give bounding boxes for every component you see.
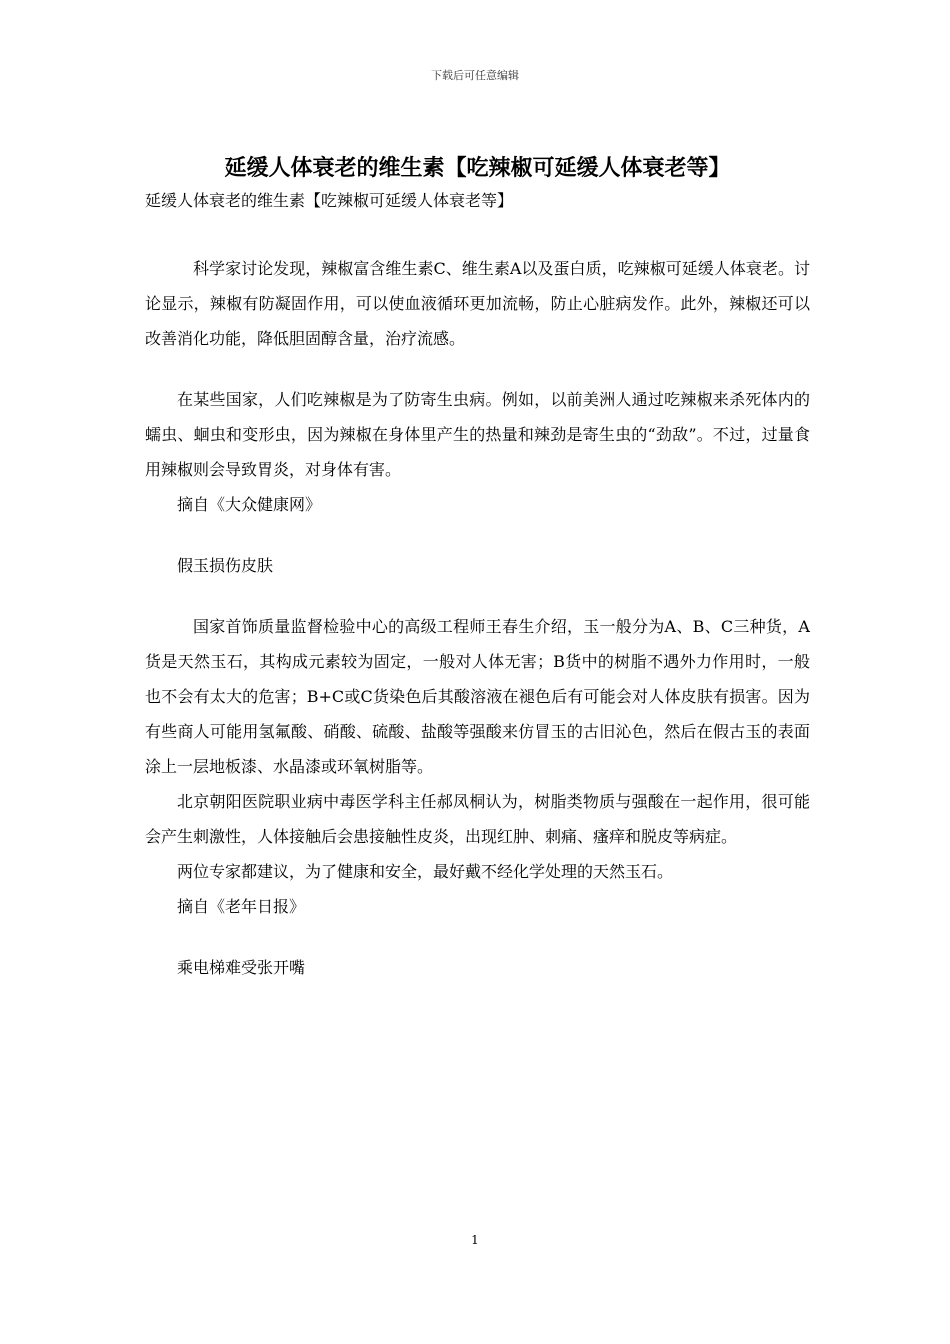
page-header-note: 下载后可任意编辑 <box>431 69 519 82</box>
article2-heading: 假玉损伤皮肤 <box>177 556 274 575</box>
article1-paragraph-1: 科学家讨论发现，辣椒富含维生素C、维生素A以及蛋白质，吃辣椒可延缓人体衰老。讨论显示，辣椒有防凝固作用，可以使血液循环更加流畅，防止心脏病发作。此外，辣椒还可以改善消化功能，降低胆固醇含量，治疗流感。 <box>145 259 810 348</box>
document-subtitle: 延缓人体衰老的维生素【吃辣椒可延缓人体衰老等】 <box>145 191 514 210</box>
document-body <box>145 152 810 985</box>
document-title: 延缓人体衰老的维生素【吃辣椒可延缓人体衰老等】 <box>224 156 731 181</box>
article2-paragraph-3: 两位专家都建议，为了健康和安全，最好戴不经化学处理的天然玉石。 <box>177 862 674 881</box>
page-number: 1 <box>471 1233 479 1247</box>
article2-source: 摘自《老年日报》 <box>177 897 306 916</box>
article3-heading: 乘电梯难受张开嘴 <box>177 958 306 977</box>
article1-source: 摘自《大众健康网》 <box>177 495 322 514</box>
article2-paragraph-1: 国家首饰质量监督检验中心的高级工程师王春生介绍，玉一般分为A、B、C三种货，A货是天然玉石，其构成元素较为固定，一般对人体无害；B货中的树脂不遇外力作用时，一般也不会有太大的危害；B+C或C货染色后其酸溶液在褪色后有可能会对人体皮肤有损害。因为有些商人可能用氢氟酸、硝酸、硫酸、盐酸等强酸来仿冒玉的古旧沁色，然后在假古玉的表面涂上一层地板漆、水晶漆或环氧树脂等。 <box>145 617 810 776</box>
article2-paragraph-2: 北京朝阳医院职业病中毒医学科主任郝凤桐认为，树脂类物质与强酸在一起作用，很可能会产生刺激性，人体接触后会患接触性皮炎，出现红肿、刺痛、瘙痒和脱皮等病症。 <box>145 792 810 846</box>
article1-paragraph-2: 在某些国家，人们吃辣椒是为了防寄生虫病。例如，以前美洲人通过吃辣椒来杀死体内的蠕虫、蛔虫和变形虫，因为辣椒在身体里产生的热量和辣劲是寄生虫的“劲敌”。不过，过量食用辣椒则会导致胃炎，对身体有害。 <box>145 390 810 479</box>
